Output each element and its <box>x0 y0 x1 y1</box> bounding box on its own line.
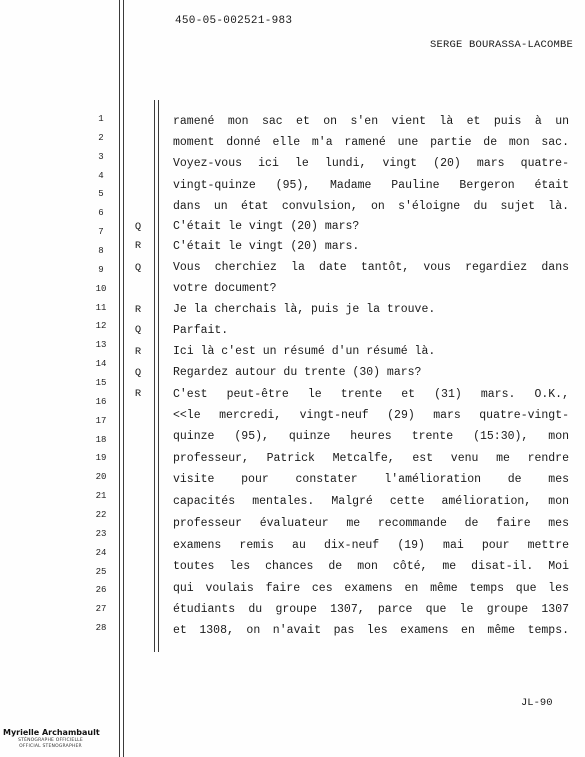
transcript-line: votre document? <box>173 282 277 295</box>
stenographer-title-fr: STÉNOGRAPHE OFFICIELLE <box>18 738 83 743</box>
line-number: 25 <box>95 566 107 577</box>
text-margin-line <box>158 100 159 652</box>
transcript-line: <<le mercredi, vingt-neuf (29) mars quatre-vingt- <box>173 409 569 422</box>
transcript-line: ramené mon sac et on s'en vient là et puis à un <box>173 115 569 128</box>
line-number: 19 <box>95 453 107 464</box>
line-number: 17 <box>95 415 107 426</box>
stenographer-title-en: OFFICIAL STENOGRAPHER <box>19 744 82 749</box>
line-number: 28 <box>95 623 107 634</box>
transcript-line: quinze (95), quinze heures trente (15:30), mon <box>173 430 569 443</box>
speaker-marker: Q <box>134 367 142 379</box>
line-number: 6 <box>98 208 104 219</box>
transcript-line: moment donné elle m'a ramené une partie de mon sac. <box>173 136 569 149</box>
transcript-line: étudiants du groupe 1307, parce que le groupe 1307 <box>173 603 569 616</box>
line-number: 13 <box>95 340 107 351</box>
line-number: 20 <box>95 472 107 483</box>
speaker-marker: R <box>134 240 142 252</box>
line-number: 11 <box>95 302 107 313</box>
left-margin-line <box>119 0 120 757</box>
transcript-line: Parfait. <box>173 324 229 337</box>
transcript-line: professeur évaluateur me recommande de faire mes <box>173 517 569 530</box>
transcript-line: vingt-quinze (95), Madame Pauline Bergeron était <box>173 179 569 192</box>
speaker-marker: R <box>134 388 142 400</box>
line-number: 14 <box>95 359 107 370</box>
speaker-marker: R <box>134 304 142 316</box>
line-number: 18 <box>95 434 107 445</box>
speaker-marker: Q <box>134 262 142 274</box>
line-number: 3 <box>98 151 104 162</box>
line-number: 7 <box>98 227 104 238</box>
transcript-line: Regardez autour du trente (30) mars? <box>173 366 422 379</box>
line-number: 2 <box>98 132 104 143</box>
speaker-marker: R <box>134 346 142 358</box>
stenographer-stamp <box>3 728 98 749</box>
transcript-line: Ici là c'est un résumé d'un résumé là. <box>173 345 436 358</box>
line-number: 24 <box>95 547 107 558</box>
transcript-line: capacités mentales. Malgré cette amélioration, mon <box>173 495 569 508</box>
line-number: 22 <box>95 510 107 521</box>
line-number: 12 <box>95 321 107 332</box>
left-margin-line <box>123 0 124 757</box>
line-number: 1 <box>98 114 104 124</box>
transcript-line: toutes les chances de mon côté, me disat-il. Moi <box>173 560 569 573</box>
stenographer-name: Myrielle Archambault <box>3 728 100 737</box>
transcript-line: professeur, Patrick Metcalfe, est venu me rendre <box>173 452 569 465</box>
line-number: 4 <box>98 170 104 181</box>
line-number: 26 <box>95 585 107 596</box>
transcript-line: C'était le vingt (20) mars? <box>173 220 360 233</box>
transcript-line: Je la cherchais là, puis je la trouve. <box>173 303 436 316</box>
line-number: 10 <box>95 283 107 294</box>
text-margin-line <box>154 100 155 652</box>
line-number: 23 <box>95 528 107 539</box>
transcript-line: Vous cherchiez la date tantôt, vous regardiez dans <box>173 261 569 274</box>
witness-name: SERGE BOURASSA-LACOMBE <box>429 39 573 51</box>
line-number: 21 <box>95 491 107 502</box>
line-number: 9 <box>98 264 104 275</box>
line-numbers <box>84 110 118 638</box>
line-number: 27 <box>95 604 107 615</box>
file-number: 450-05-002521-983 <box>175 15 293 27</box>
transcript-line: C'était le vingt (20) mars. <box>173 240 360 253</box>
line-number: 16 <box>95 396 107 407</box>
transcript-line: qui voulais faire ces examens en même temps que les <box>173 582 569 595</box>
speaker-marker: Q <box>134 324 142 336</box>
line-number: 15 <box>95 378 107 389</box>
transcript-line: Voyez-vous ici le lundi, vingt (20) mars quatre- <box>173 157 569 170</box>
speaker-marker: Q <box>134 221 142 233</box>
transcript-line: C'est peut-être le trente et (31) mars. O.K., <box>173 388 569 401</box>
transcript-line: visite pour constater l'amélioration de mes <box>173 473 569 486</box>
transcript-line: examens remis au dix-neuf (19) mai pour mettre <box>173 539 569 552</box>
transcript-line: et 1308, on n'avait pas les examens en même temps. <box>173 624 569 637</box>
transcript-line: dans un état convulsion, on s'éloigne du sujet là. <box>173 200 569 213</box>
line-number: 8 <box>98 246 104 257</box>
line-number: 5 <box>98 189 104 200</box>
page-code: JL-90 <box>521 697 553 709</box>
